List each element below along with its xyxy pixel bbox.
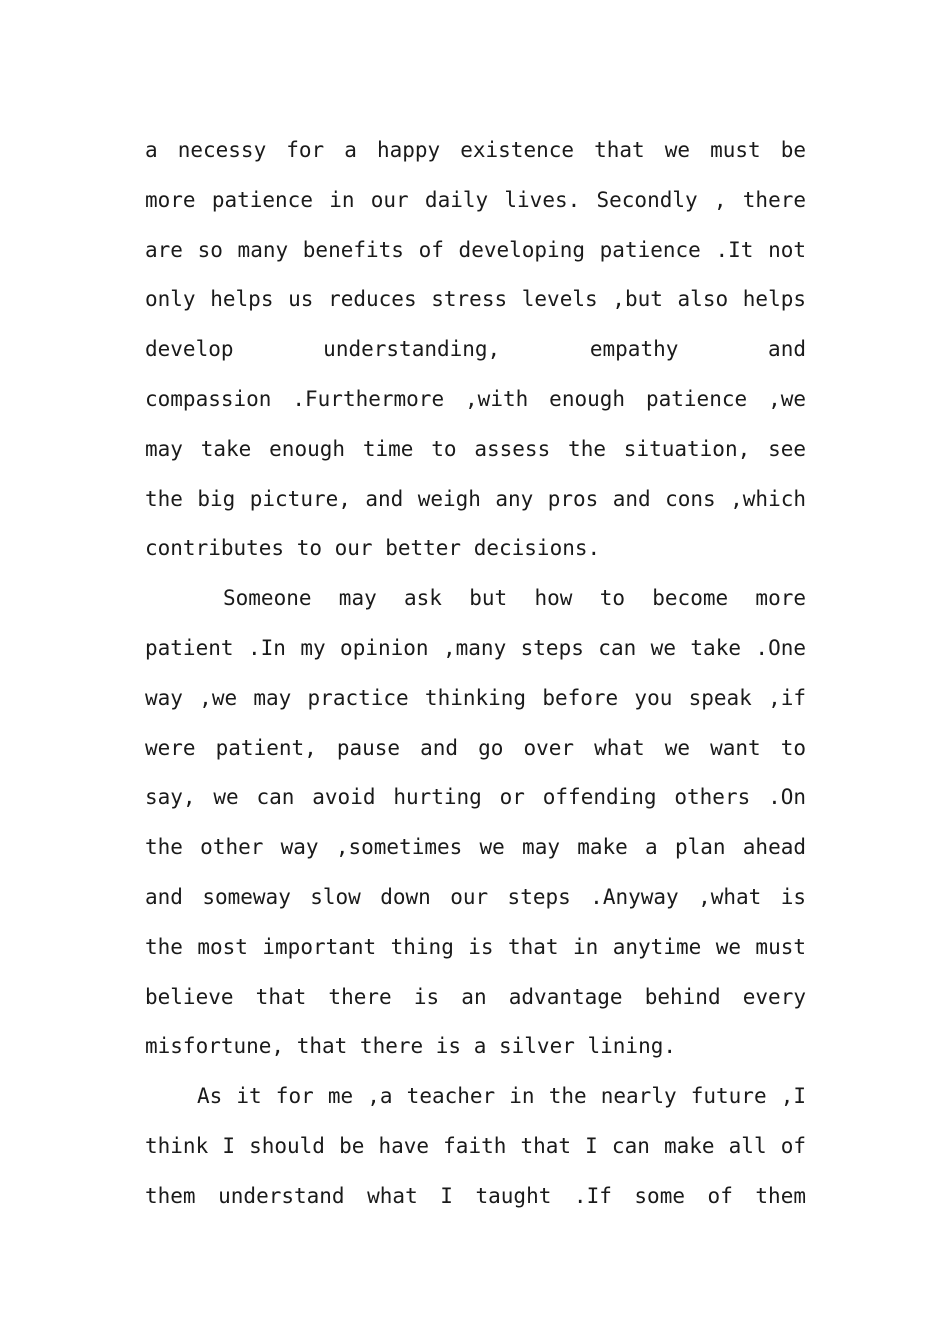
paragraph-2 — [145, 574, 806, 1072]
text-line: may take enough time to assess the situation, see — [145, 436, 806, 461]
text-line: Someone may ask but how to become more — [223, 586, 806, 611]
text-line: way ,we may practice thinking before you speak ,if — [145, 685, 806, 710]
text-line: As it for me ,a teacher in the nearly future ,I — [197, 1084, 806, 1109]
essay-body — [145, 126, 806, 1222]
text-line: the most important thing is that in anytime we must — [145, 934, 806, 959]
text-line: think I should be have faith that I can make all of — [145, 1133, 806, 1158]
text-line: them understand what I taught .If some of them — [145, 1183, 806, 1208]
text-line: a necessy for a happy existence that we must be — [145, 138, 806, 162]
paragraph-3 — [145, 1072, 806, 1221]
text-line: the big picture, and weigh any pros and cons ,which — [145, 486, 806, 511]
text-line: develop understanding, empathy and — [145, 337, 806, 362]
text-line: patient .In my opinion ,many steps can we take .One — [145, 635, 806, 660]
text-line: the other way ,sometimes we may make a plan ahead — [145, 835, 806, 860]
text-line: were patient, pause and go over what we want to — [145, 735, 806, 760]
text-line: and someway slow down our steps .Anyway ,what is — [145, 884, 806, 909]
text-line: compassion .Furthermore ,with enough patience ,we — [145, 386, 806, 411]
text-line: are so many benefits of developing patience .It not — [145, 237, 806, 262]
text-line: only helps us reduces stress levels ,but also helps — [145, 287, 806, 312]
text-line: more patience in our daily lives. Secondly , there — [145, 187, 806, 212]
text-line: say, we can avoid hurting or offending others .On — [145, 785, 806, 810]
text-line: believe that there is an advantage behind every — [145, 984, 806, 1009]
text-line: misfortune, that there is a silver lining. — [145, 1034, 677, 1059]
text-line: contributes to our better decisions. — [145, 536, 601, 561]
paragraph-1 — [145, 126, 806, 574]
